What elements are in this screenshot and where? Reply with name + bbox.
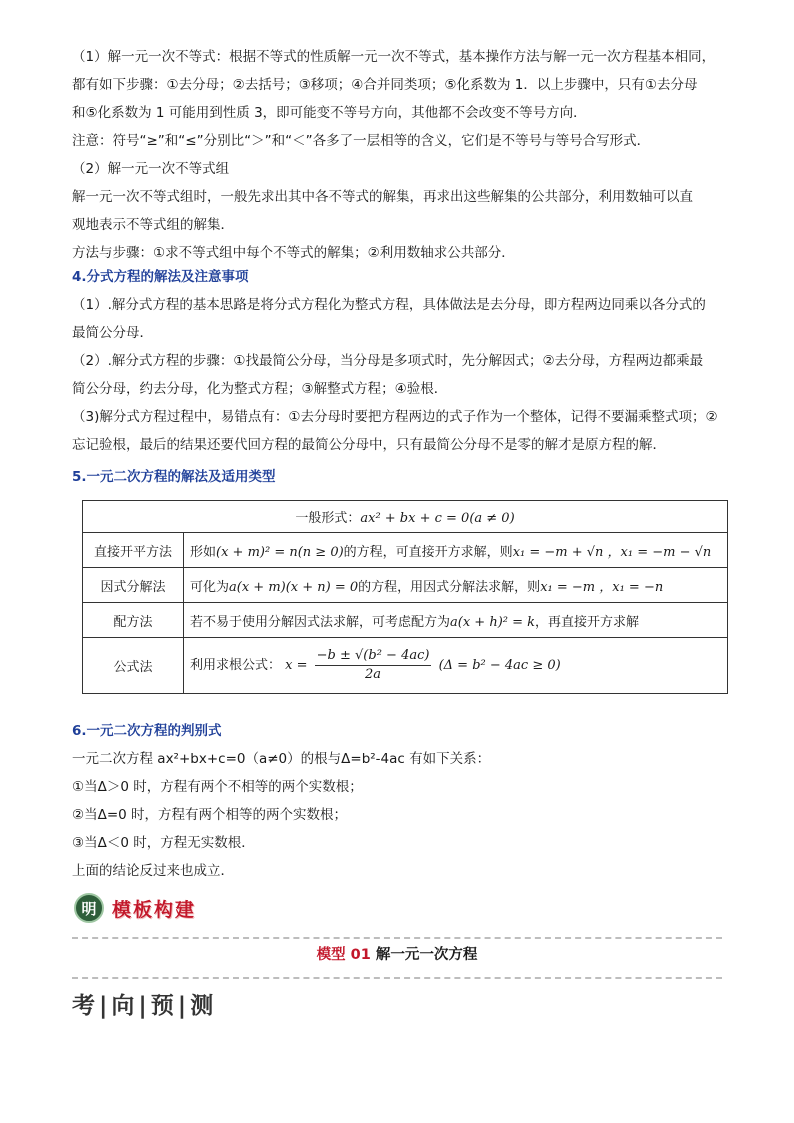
- sec4-heading: 4.分式方程的解法及注意事项: [72, 269, 249, 285]
- header-label: 一般形式：: [295, 511, 361, 526]
- model-heading: [0, 943, 794, 964]
- banner-badge-icon: 明: [74, 893, 104, 923]
- sec3-p1-line3: 和⑤化系数为 1 可能用到性质 3，即可能变不等号方向，其他都不会改变不等号方向．: [72, 105, 587, 121]
- banner-title: 模板构建: [112, 899, 197, 921]
- row-result: x₁ = −m ，x₁ = −n: [540, 579, 664, 595]
- table-header-row: [83, 501, 728, 533]
- fraction-numerator: −b ± √(b² − 4ac): [315, 647, 432, 666]
- sec3-p2-line2: 观地表示不等式组的解集．: [72, 217, 234, 233]
- sec4-p2-line1: （2）.解分式方程的步骤：①找最简公分母，当分母是多项式时，先分解因式；②去分母，方程两边都乘最: [72, 353, 704, 369]
- row-text: 的方程，用因式分解法求解，则: [358, 579, 541, 595]
- row-text: 若不易于使用分解因式法求解，可考虑配方为: [190, 614, 451, 630]
- sec3-p2-title: （2）解一元一次不等式组: [72, 161, 230, 177]
- method-name: 配方法: [83, 603, 184, 638]
- model-label: 模型 01: [316, 947, 371, 963]
- fraction-denominator: 2a: [365, 667, 382, 682]
- predict-heading: 考|向|预|测: [72, 993, 218, 1019]
- row-formula: a(x + m)(x + n) = 0: [229, 579, 359, 595]
- quadratic-fraction: [315, 647, 432, 684]
- row-result: (Δ = b² − 4ac ≥ 0): [438, 658, 561, 673]
- sec5-heading: 5.一元二次方程的解法及适用类型: [72, 469, 276, 485]
- row-formula: a(x + h)² = k: [450, 614, 536, 630]
- table-row: [83, 638, 728, 694]
- row-text: 形如: [190, 544, 217, 560]
- sec3-p1-line1: （1）解一元一次不等式：根据不等式的性质解一元一次不等式，基本操作方法与解一元一次方程基本相同，: [72, 49, 716, 65]
- row-text: 的方程，可直接开方求解，则: [343, 544, 513, 560]
- model-title: 解一元一次方程: [375, 947, 478, 963]
- sec6-case1: ①当Δ＞0 时，方程有两个不相等的两个实数根；: [72, 779, 363, 795]
- row-text: 利用求根公式：: [190, 658, 282, 673]
- row-text: ，再直接开方求解: [535, 614, 640, 630]
- row-formula: x =: [285, 658, 308, 673]
- row-result: x₁ = −m + √n ，x₁ = −m − √n: [512, 544, 712, 560]
- template-banner: [74, 893, 210, 925]
- sec6-case3: ③当Δ＜0 时，方程无实数根．: [72, 835, 255, 851]
- method-name: 因式分解法: [83, 568, 184, 603]
- sec3-note: 注意：符号“≥”和“≤”分别比“＞”和“＜”各多了一层相等的含义，它们是不等号与等号合写形式．: [72, 133, 651, 149]
- sec4-p1-line2: 最简公分母．: [72, 325, 153, 341]
- method-name: 公式法: [83, 638, 184, 694]
- table-row: [83, 568, 728, 603]
- sec4-p3-line1: （3)解分式方程过程中，易错点有：①去分母时要把方程两边的式子作为一个整体，记得不要漏乘整式项；②: [72, 409, 718, 425]
- sec3-p2-line1: 解一元一次不等式组时，一般先求出其中各不等式的解集，再求出这些解集的公共部分，利用数轴可以直: [72, 189, 693, 205]
- sec3-p2-method: 方法与步骤：①求不等式组中每个不等式的解集；②利用数轴求公共部分．: [72, 245, 515, 261]
- sec4-p2-line2: 简公分母，约去分母，化为整式方程；③解整式方程；④验根．: [72, 381, 448, 397]
- sec3-p1-line2: 都有如下步骤：①去分母；②去括号；③移项；④合并同类项；⑤化系数为 1．以上步骤中，只有①去分母: [72, 77, 698, 93]
- divider-bottom: [72, 977, 722, 979]
- quadratic-methods-table: [82, 500, 728, 694]
- row-text: 可化为: [190, 579, 230, 595]
- sec4-p3-line2: 忘记验根，最后的结果还要代回方程的最简公分母中，只有最简公分母不是零的解才是原方程的解．: [72, 437, 666, 453]
- row-formula: (x + m)² = n(n ≥ 0): [216, 544, 344, 560]
- sec6-heading: 6.一元二次方程的判别式: [72, 723, 222, 739]
- sec4-p1-line1: （1）.解分式方程的基本思路是将分式方程化为整式方程，具体做法是去分母，即方程两边同乘以各分式的: [72, 297, 706, 313]
- sec6-intro: 一元二次方程 ax²+bx+c=0（a≠0）的根与Δ=b²-4ac 有如下关系：: [72, 751, 491, 767]
- method-name: 直接开平方法: [83, 533, 184, 568]
- table-row: [83, 533, 728, 568]
- sec6-conclusion: 上面的结论反过来也成立．: [72, 863, 234, 879]
- sec6-case2: ②当Δ=0 时，方程有两个相等的两个实数根；: [72, 807, 348, 823]
- table-row: [83, 603, 728, 638]
- divider-top: [72, 937, 722, 939]
- header-formula: ax² + bx + c = 0(a ≠ 0): [360, 511, 515, 526]
